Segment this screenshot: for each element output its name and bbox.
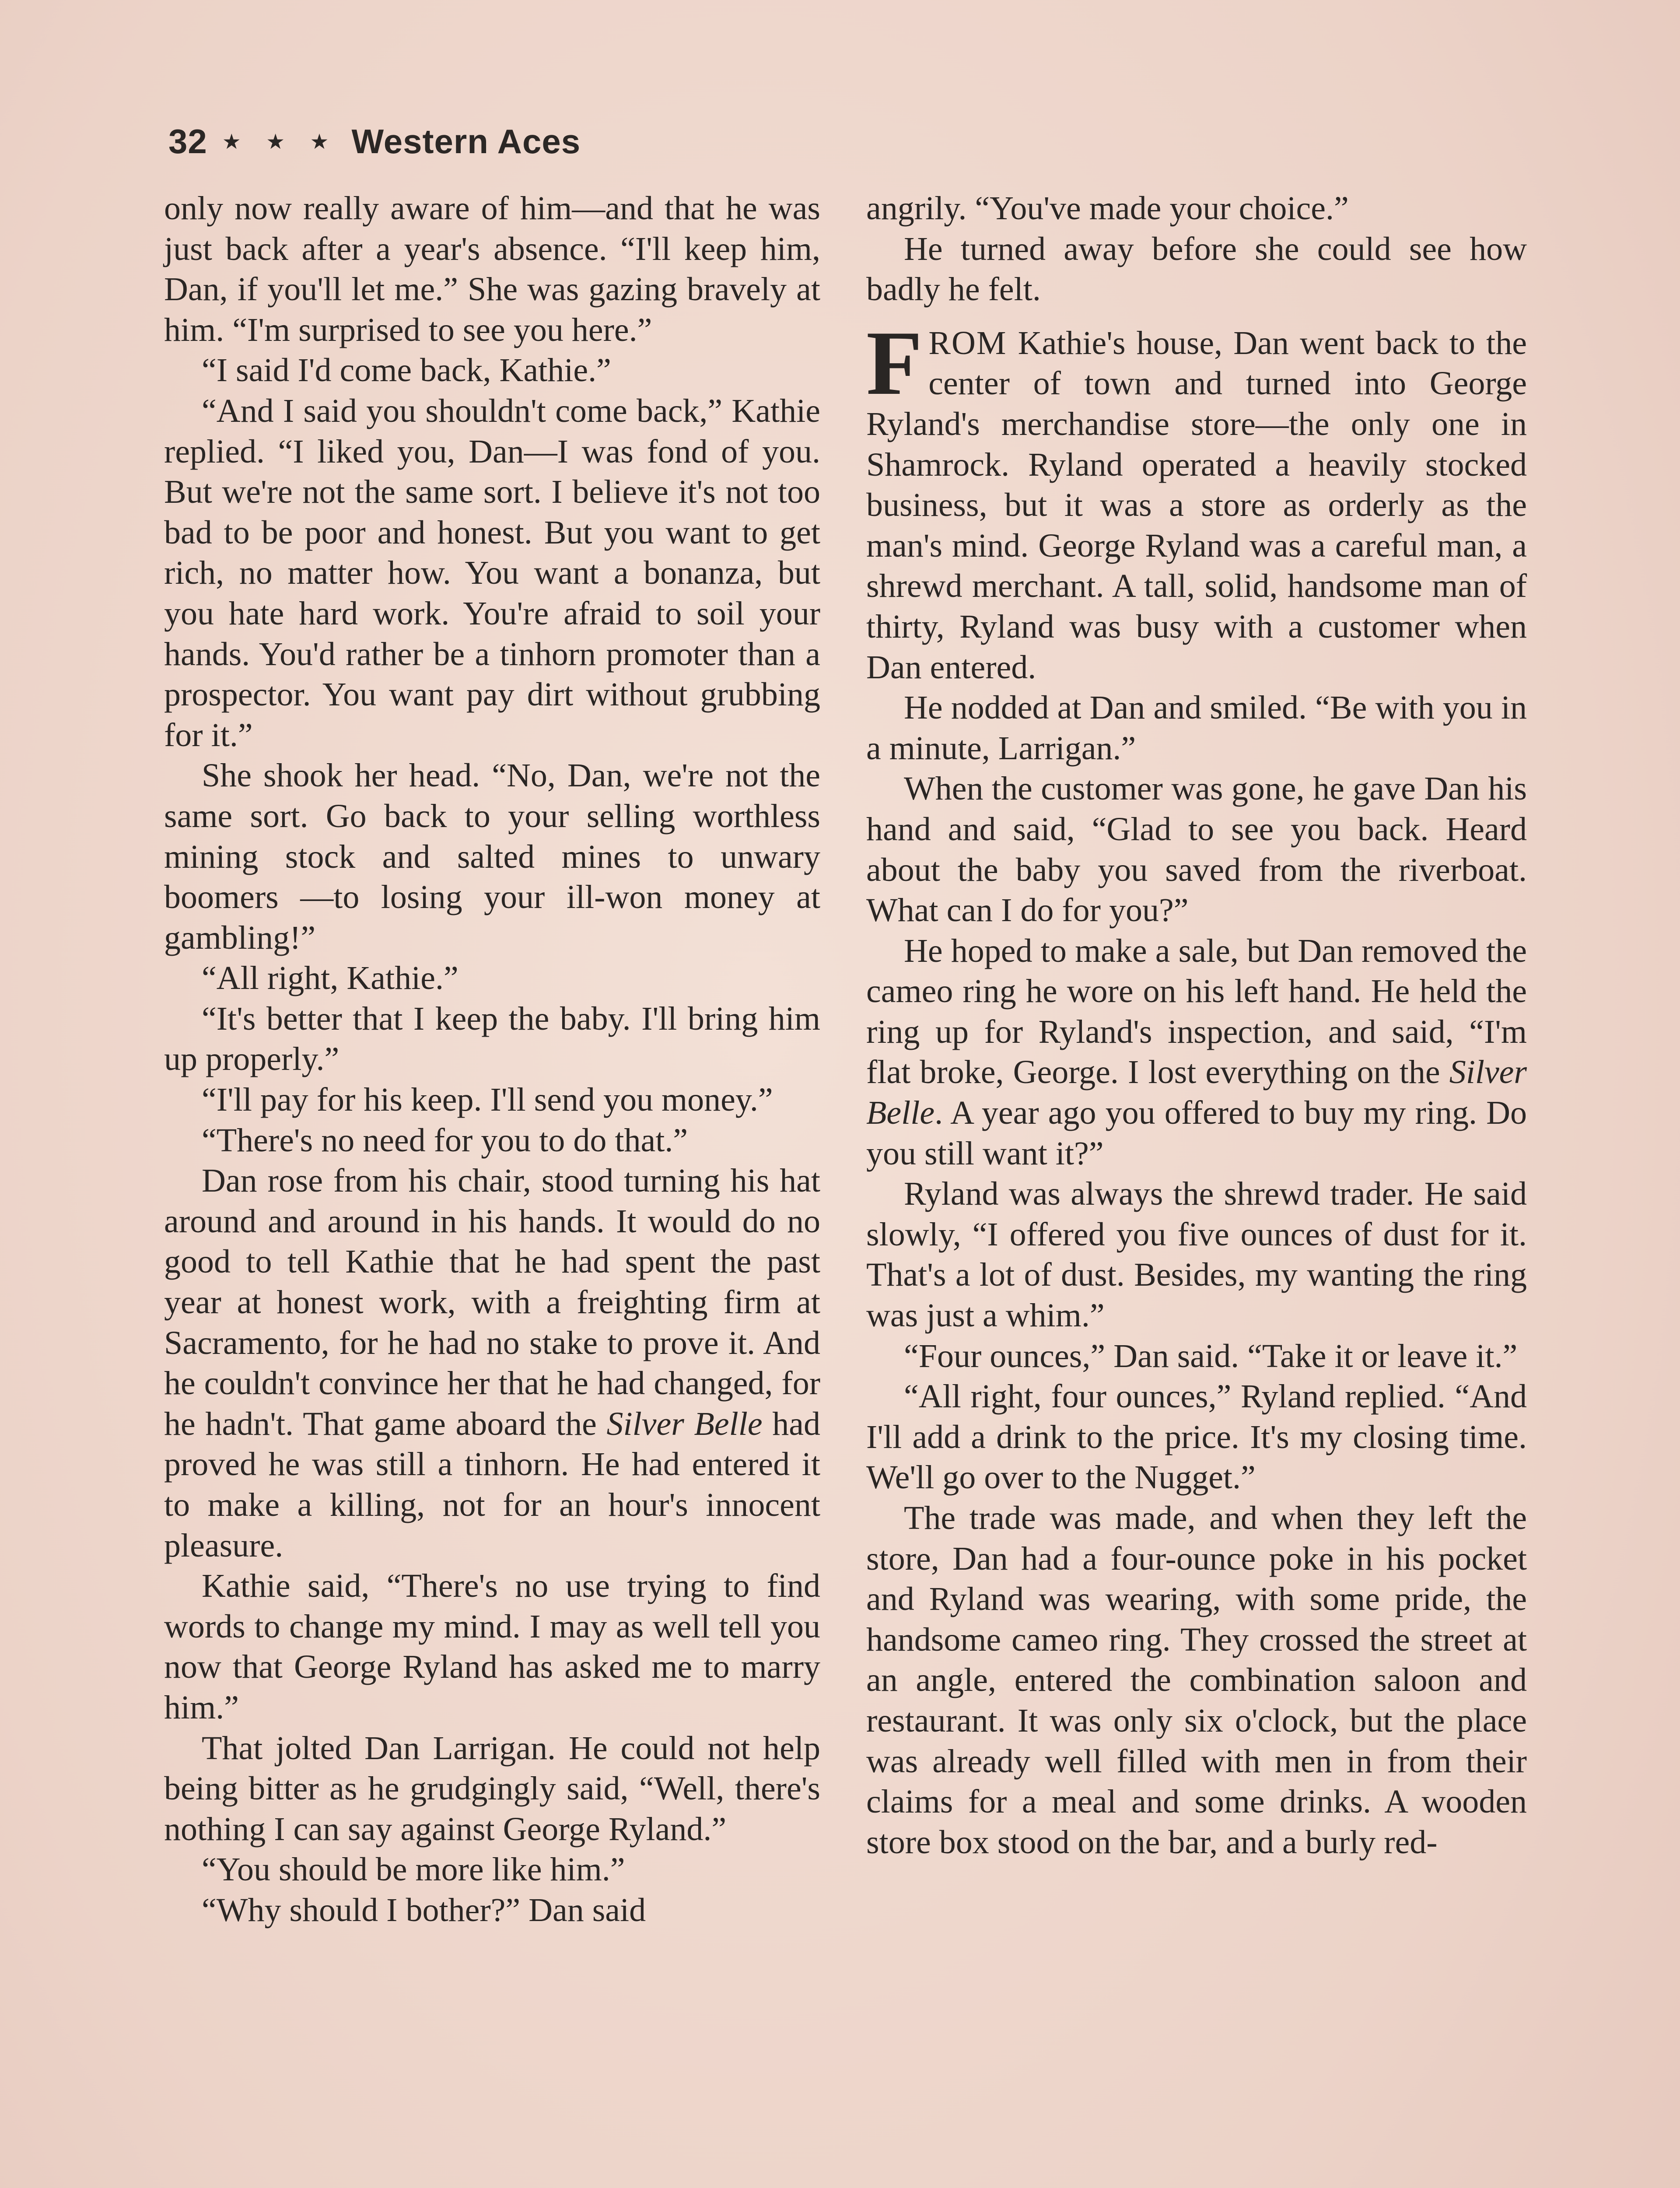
left-column <box>164 188 820 1931</box>
paragraph <box>866 931 1527 1174</box>
text-run: He hoped to make a sale, but Dan removed the cameo ring he wore on his left hand. He held the ring up for Ryland's inspection, and said, “I'm flat broke, George. I lost everything on the <box>866 932 1527 1091</box>
paragraph: only now really aware of him—and that he was just back after a year's absence. “I'll keep him, Dan, if you'll let me.” She was gazing bravely at him. “I'm surprised to see you here.” <box>164 190 820 348</box>
paragraph: “It's better that I keep the baby. I'll bring him up properly.” <box>164 1000 820 1078</box>
drop-cap: F <box>866 312 923 414</box>
ship-name: Silver Belle <box>606 1405 763 1442</box>
paragraph: The trade was made, and when they left the store, Dan had a four-ounce poke in his pocket and Ryland was wearing, with some pride, the handsome cameo ring. They crossed the street at an angle, entered the combination saloon and restaurant. It was only six o'clock, but the place was already well filled with men in from their claims for a meal and some drinks. A wooden store box stood on the bar, and a burly red- <box>866 1500 1527 1861</box>
paragraph: “I said I'd come back, Kathie.” <box>202 352 611 389</box>
paragraph: “All right, four ounces,” Ryland replied. “And I'll add a drink to the price. It's my closing time. We'll go over to the Nugget.” <box>866 1378 1527 1496</box>
paragraph: “You should be more like him.” <box>202 1851 625 1888</box>
ship-name: Silver Belle <box>866 1054 1527 1132</box>
text-run: Dan rose from his chair, stood turning his hat around and around in his hands. It would do no good to tell Kathie that he had spent the past year at honest work, with a freighting firm at Sacramento, for he had no stake to prove it. And he couldn't convince her that he had changed, for he hadn't. That game aboard the <box>164 1162 820 1442</box>
paragraph: “Four ounces,” Dan said. “Take it or leave it.” <box>904 1337 1518 1375</box>
paragraph: “Why should I bother?” Dan said <box>202 1891 646 1929</box>
paragraph: He nodded at Dan and smiled. “Be with you in a minute, Larrigan.” <box>866 689 1527 767</box>
paragraph: Ryland was always the shrewd trader. He said slowly, “I offered you five ounces of dust for it. That's a lot of dust. Besides, my wanting the ring was just a whim.” <box>866 1175 1527 1334</box>
paragraph: When the customer was gone, he gave Dan his hand and said, “Glad to see you back. Heard about the baby you saved from the riverboat. What can I do for you?” <box>866 770 1527 929</box>
paragraph <box>164 1161 820 1566</box>
right-column <box>866 188 1527 1862</box>
paragraph: She shook her head. “No, Dan, we're not the same sort. Go back to your selling worthless mining stock and salted mines to unwary boomers —to losing your ill-won money at gambling!” <box>164 757 820 956</box>
text-run: Kathie's house, Dan went back to the center of town and turned into George Ryland's merchandise store—the only one in Shamrock. Ryland operated a heavily stocked business, but it was a store as orderly as the man's mind. George Ryland was a careful man, a shrewd merchant. A tall, solid, handsome man of thirty, Ryland was busy with a customer when Dan entered. <box>866 324 1527 686</box>
paragraph-with-dropcap <box>866 312 1527 687</box>
section-break <box>866 310 1527 323</box>
paragraph: angrily. “You've made your choice.” <box>866 190 1349 227</box>
paragraph: “All right, Kathie.” <box>202 960 458 997</box>
paragraph: “And I said you shouldn't come back,” Kathie replied. “I liked you, Dan—I was fond of you. But we're not the same sort. I believe it's not too bad to be poor and honest. But you want to get rich, no matter how. You want a bonanza, but you hate hard work. You're afraid to soil your hands. You'd rather be a tinhorn promoter than a prospector. You want pay dirt without grubbing for it.” <box>164 392 820 754</box>
paragraph: That jolted Dan Larrigan. He could not help being bitter as he grudgingly said, “Well, there's nothing I can say against George Ryland.” <box>164 1729 820 1848</box>
paragraph: Kathie said, “There's no use trying to find words to change my mind. I may as well tell you now that George Ryland has asked me to marry him.” <box>164 1567 820 1726</box>
magazine-title: Western Aces <box>351 122 581 161</box>
paragraph: He turned away before she could see how badly he felt. <box>866 230 1527 308</box>
small-caps-run: ROM <box>928 324 1007 361</box>
paragraph: “I'll pay for his keep. I'll send you money.” <box>202 1081 773 1119</box>
text-run: . A year ago you offered to buy my ring. Do you still want it?” <box>866 1094 1527 1172</box>
page-number: 32 <box>168 122 207 161</box>
text-run: had proved he was still a tinhorn. He had entered it to make a killing, not for an hour's innocent pleasure. <box>164 1405 820 1564</box>
page-header <box>168 122 581 161</box>
star-ornament: ★ ★ ★ <box>222 130 339 154</box>
paragraph: “There's no need for you to do that.” <box>202 1122 688 1159</box>
